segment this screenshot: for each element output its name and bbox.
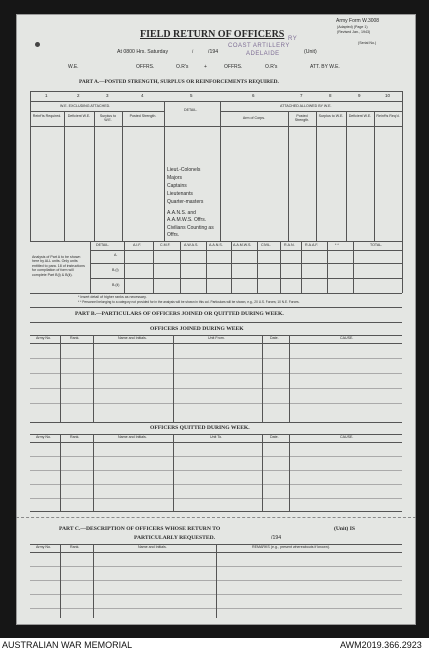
analysis-header-ran: R.A.N. (284, 243, 295, 247)
joined-table (30, 335, 402, 423)
analysis-header-cmf: C.M.F. (160, 243, 171, 247)
detail-row-majors: Majors (167, 175, 183, 181)
serial-label: (Serial No.) (358, 41, 377, 45)
sub-header-arm-corps: Arm of Corps. (242, 116, 266, 120)
quitted-col-unit-to: Unit To. (210, 435, 223, 439)
quitted-col-cause: CAUSE. (340, 435, 354, 439)
quitted-title: OFFICERS QUITTED DURING WEEK. (150, 425, 250, 431)
offrs-label-1: OFFRS. (136, 64, 155, 70)
part-c-col-remarks: REMARKS (e.g., present whereabouts if known). (252, 545, 330, 549)
part-c-col-name: Name and Initials. (138, 545, 167, 549)
analysis-header-aamws: A.A.M.W.S. (233, 243, 252, 247)
analysis-header-civil: CIVIL. (261, 243, 271, 247)
analysis-header-total: TOTAL. (370, 243, 383, 247)
detail-header: DETAIL. (184, 108, 198, 112)
col-number-7: 7 (300, 93, 303, 98)
form-title: FIELD RETURN OF OFFICERS (140, 29, 285, 40)
part-a-title: PART A.—POSTED STRENGTH, SURPLUS OR REINFORCEMENTS REQUIRED. (79, 79, 279, 85)
date-sep: / (192, 49, 194, 54)
part-c-requested: PARTICULARLY REQUESTED. (134, 535, 216, 541)
detail-row-qm: Quarter-masters (167, 199, 204, 205)
footer-left-credit: AUSTRALIAN WAR MEMORIAL (2, 640, 133, 650)
detail-row-lieutenants: Lieutenants (167, 191, 193, 197)
unit-label: (Unit) (304, 49, 317, 55)
ors-label-1: O.R's (176, 64, 189, 70)
part-b-title: PART B.—PARTICULARS OF OFFICERS JOINED OR QUITTED DURING WEEK. (75, 311, 284, 317)
part-a-table (30, 91, 402, 241)
quitted-col-date: Date. (270, 435, 279, 439)
offrs-label-2: OFFRS. (224, 64, 243, 70)
joined-title: OFFICERS JOINED DURING WEEK (150, 326, 244, 332)
joined-col-date: Date. (270, 336, 279, 340)
fold-line (16, 517, 416, 518)
analysis-footnote-2: * * Personnel belonging to a category not provided for in the analysis will be shown in this col. Particulars will be shown, e.g., 20 U.S. Forces; 10 N.E. Forces. (78, 300, 300, 304)
adapted-label: (Adapted) (Page 1) (337, 25, 368, 29)
part-c-col-rank: Rank. (70, 545, 80, 549)
year-label: /194 (208, 49, 219, 55)
ors-label-2: O.R's (265, 64, 278, 70)
revised-label: (Revised Jan., 1943) (337, 30, 371, 34)
plus-sign: + (204, 64, 207, 70)
sub-header-deficient: Deficient W.E. (67, 114, 91, 118)
detail-row-aans: A.A.N.S. and A.A.M.W.S. Offrs. (167, 210, 207, 223)
sub-header-posted: Posted Strength. (129, 114, 157, 118)
col-number-9: 9 (358, 93, 361, 98)
analysis-header-aans: A.A.N.S. (209, 243, 223, 247)
quitted-col-name: Name and Initials. (118, 435, 147, 439)
analysis-footnote-1: * Insert detail of higher ranks as necessary. (78, 295, 147, 299)
joined-col-rank: Rank. (70, 336, 80, 340)
at-line: At 0800 Hrs. Saturday (117, 49, 169, 55)
analysis-section (30, 241, 402, 311)
stamp-prefix: RY (288, 36, 298, 42)
detail-row-captains: Captains (167, 183, 187, 189)
col-number-10: 10 (385, 93, 391, 98)
part-c-title: PART C.—DESCRIPTION OF OFFICERS WHOSE RETURN TO (59, 526, 221, 532)
analysis-header-aif: A.I.F. (133, 243, 142, 247)
analysis-row-b2: B.(ii) (112, 283, 120, 287)
joined-col-unit-from: Unit From. (208, 336, 225, 340)
col-number-5: 5 (190, 93, 193, 98)
part-c-unit-is: (Unit) IS (334, 526, 355, 532)
quitted-col-army-no: Army No. (36, 435, 51, 439)
analysis-header-raaf: R.A.A.F. (305, 243, 319, 247)
part-c-table (30, 544, 402, 618)
sub-header-posted-right: Posted Strength. (294, 114, 310, 122)
joined-col-name: Name and Initials. (118, 336, 147, 340)
part-c-year: /194 (271, 535, 282, 541)
analysis-header-detail: DETAIL. (96, 243, 110, 247)
part-c-col-army-no: Army No. (36, 545, 51, 549)
joined-col-cause: CAUSE. (340, 336, 354, 340)
sub-header-surplus: Surplus to W.E. (99, 114, 117, 122)
punch-hole-mark (35, 42, 40, 47)
sub-header-reinf: Reinf'ts Required. (32, 114, 62, 118)
detail-row-lt-col: Lieut.-Colonels (167, 167, 201, 173)
col-number-8: 8 (329, 93, 332, 98)
we-excluding-header: W.E. EXCLUDING ATTACHED. (60, 104, 111, 108)
col-number-3: 3 (106, 93, 109, 98)
detail-row-civilians: Civilians Counting as Offrs. (167, 225, 214, 238)
footer-right-id: AWM2019.366.2923 (340, 640, 422, 650)
joined-col-army-no: Army No. (36, 336, 51, 340)
col-number-1: 1 (45, 93, 48, 98)
we-label: W.E. (68, 64, 79, 70)
analysis-row-b1: B.(i) (112, 268, 119, 272)
col-number-6: 6 (252, 93, 255, 98)
analysis-header-awas: A.W.A.S. (184, 243, 199, 247)
analysis-note: Analysis of Part A to be shown here by ALL units. Only units entitled to para. 18 of instructions for compilation of form will complete Part B(i) & B(ii). (32, 255, 85, 277)
quitted-table (30, 434, 402, 512)
col-number-4: 4 (141, 93, 144, 98)
quitted-col-rank: Rank. (70, 435, 80, 439)
analysis-header-other: * * (335, 243, 339, 247)
att-by-label: ATT. BY W.E. (310, 64, 340, 70)
form-sheet (16, 14, 416, 625)
sub-header-surplus-right: Surplus to W.E. (318, 114, 344, 118)
col-number-2: 2 (77, 93, 80, 98)
analysis-row-a: A. (114, 253, 118, 257)
sub-header-deficient-right: Deficient W.E. (348, 114, 372, 118)
attached-allowed-header: ATTACHED ALLOWED BY W.E. (280, 104, 332, 108)
army-form-number: Army Form W.3008 (336, 18, 380, 24)
stamp-line-2: ADELAIDE (246, 51, 280, 57)
sub-header-reinf-right: Reinf'ts Req'd. (376, 114, 400, 118)
stamp-line-1: COAST ARTILLERY (228, 43, 290, 49)
